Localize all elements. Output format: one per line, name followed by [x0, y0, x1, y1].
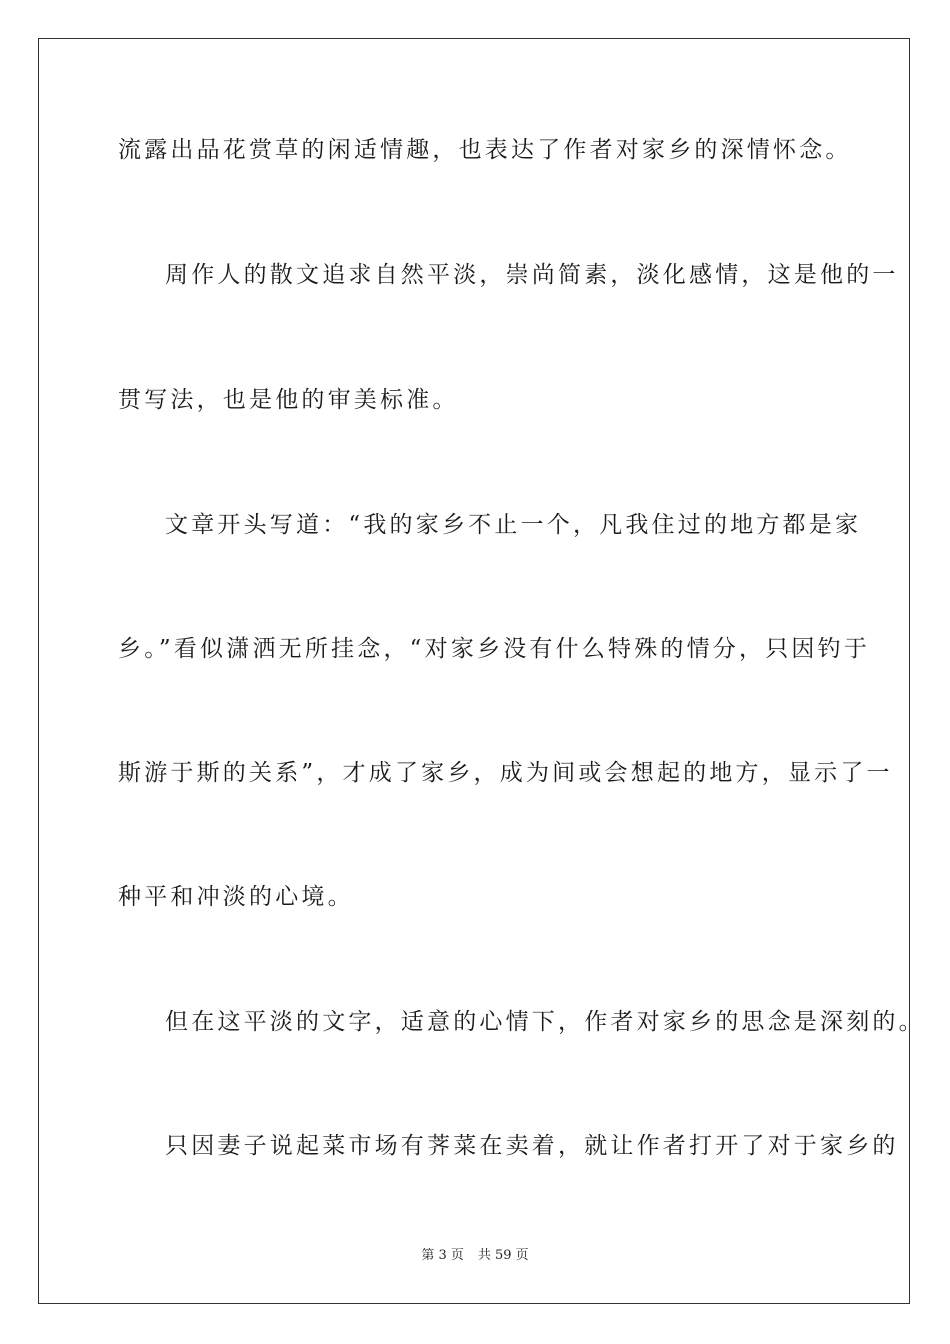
page-border	[38, 38, 925, 1304]
body-line-6: 斯游于斯的关系”，才成了家乡，成为间或会想起的地方，显示了一	[118, 760, 893, 786]
body-line-5: 乡。”看似潇洒无所挂念，“对家乡没有什么特殊的情分，只因钓于	[118, 636, 871, 662]
body-line-3: 贯写法，也是他的审美标准。	[118, 387, 459, 413]
body-line-1: 流露出品花赏草的闲适情趣，也表达了作者对家乡的深情怀念。	[118, 137, 852, 163]
body-line-9: 只因妻子说起菜市场有荠菜在卖着，就让作者打开了对于家乡的	[165, 1133, 899, 1159]
body-line-4: 文章开头写道：“我的家乡不止一个，凡我住过的地方都是家	[165, 512, 862, 538]
body-line-8: 但在这平淡的文字，适意的心情下，作者对家乡的思念是深刻的。	[165, 1009, 925, 1035]
page-footer	[0, 1246, 950, 1266]
page-number: 第 3 页	[421, 1248, 464, 1263]
page-total: 共 59 页	[477, 1248, 529, 1263]
body-line-2: 周作人的散文追求自然平淡，崇尚简素，淡化感情，这是他的一	[165, 262, 899, 288]
body-line-7: 种平和冲淡的心境。	[118, 884, 354, 910]
